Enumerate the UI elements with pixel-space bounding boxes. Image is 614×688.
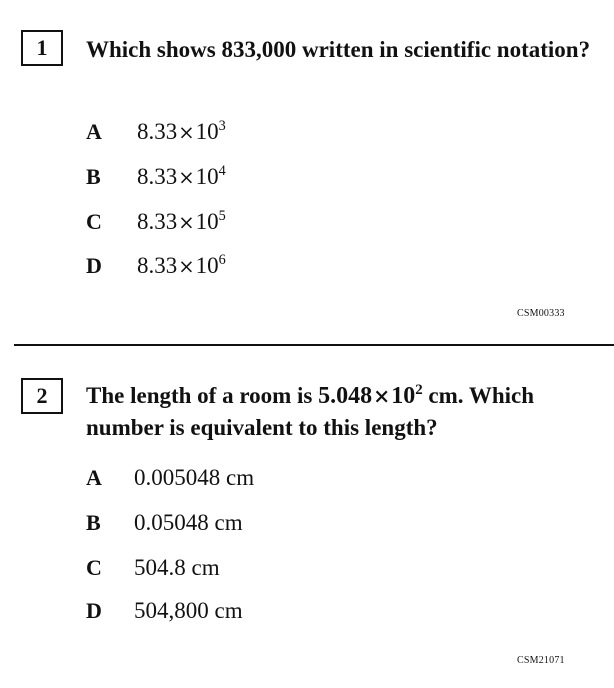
item-code: CSM00333 <box>517 308 565 319</box>
option-letter: B <box>86 164 101 189</box>
question-stem: The length of a room is $5.048\times 10^2$ cm. Which number is equivalent to this length? <box>86 381 535 440</box>
option-letter: C <box>86 209 102 234</box>
stem-math-expression: $5.048\times 10^2$ <box>318 381 423 409</box>
option-text: 504.8 cm <box>134 555 220 580</box>
option-letter: A <box>86 465 102 490</box>
option-text: 0.005048 cm <box>134 465 255 490</box>
option-letter: D <box>86 598 102 623</box>
option-text: 0.05048 cm <box>134 510 243 535</box>
option-letter: C <box>86 555 102 580</box>
option-expression: $8.33\times 10^6$ <box>137 252 226 278</box>
question-1 <box>0 0 614 340</box>
question-number-box: 2 <box>21 378 63 414</box>
option-letter: A <box>86 119 102 144</box>
option-letter: D <box>86 253 102 278</box>
option-text: 504,800 cm <box>134 598 243 623</box>
section-divider <box>14 344 614 346</box>
option-expression: $8.33\times 10^3$ <box>137 118 226 144</box>
question-stem: Which shows 833,000 written in scientific notation? <box>86 37 591 62</box>
option-expression: $8.33\times 10^4$ <box>137 163 226 189</box>
option-letter: B <box>86 510 101 535</box>
question-2 <box>0 348 614 688</box>
item-code: CSM21071 <box>517 655 565 666</box>
question-number-box: 1 <box>21 30 63 66</box>
option-expression: $8.33\times 10^5$ <box>137 208 226 234</box>
